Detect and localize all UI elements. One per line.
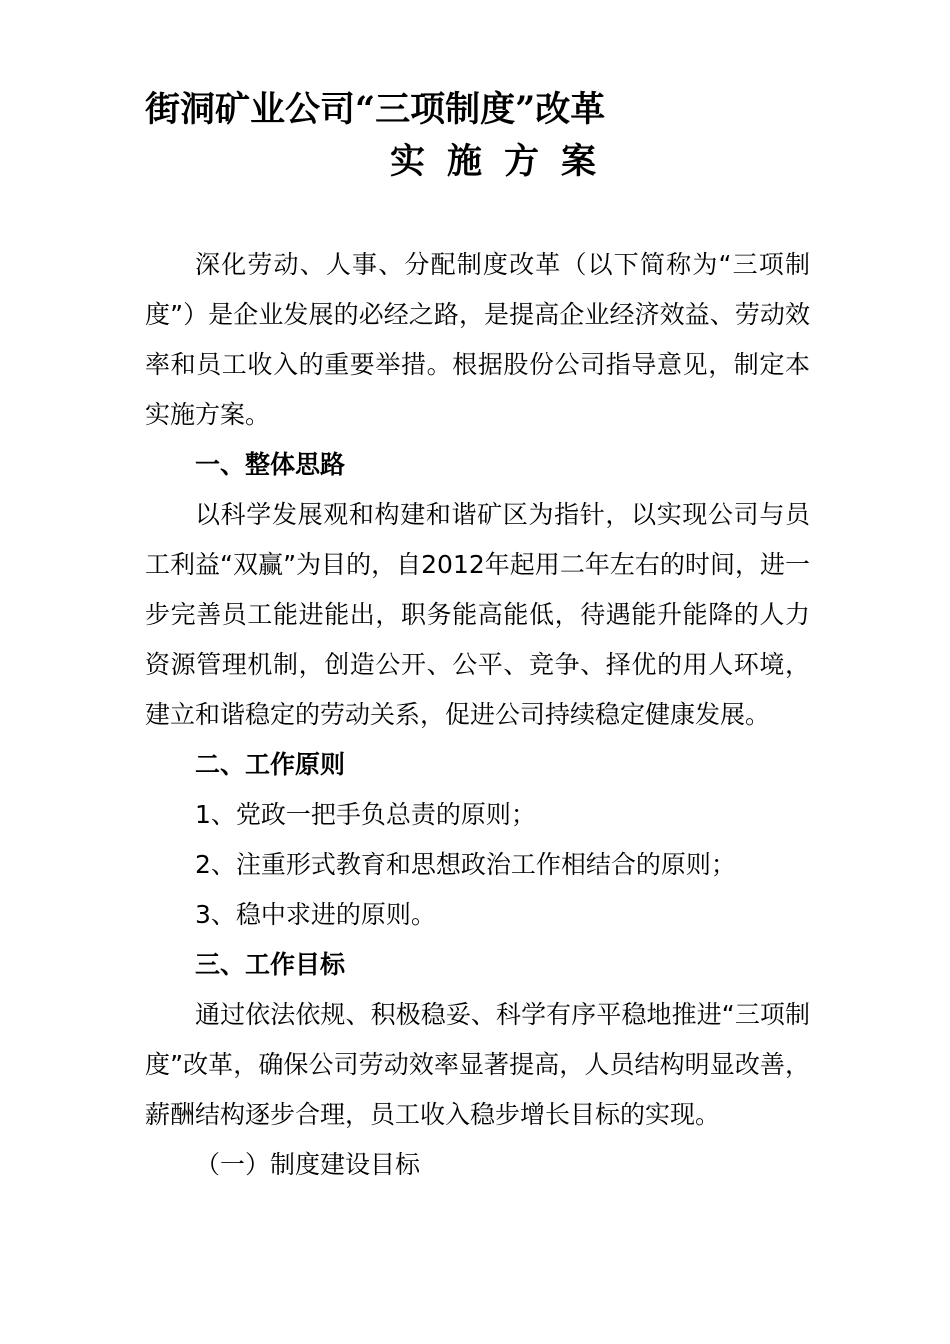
principle-item: 1、党政一把手负总责的原则； xyxy=(195,800,536,829)
document-subtitle: 实施方案 xyxy=(390,141,619,182)
document-body xyxy=(145,240,810,1190)
subsection-heading-system-building: （一）制度建设目标 xyxy=(195,1150,421,1179)
section-heading-overall-approach: 一、整体思路 xyxy=(195,450,346,479)
principle-item: 3、稳中求进的原则。 xyxy=(195,900,436,929)
section-heading-work-principles: 二、工作原则 xyxy=(195,750,346,779)
document-title: 街洞矿业公司“三项制度”改革 xyxy=(145,89,606,130)
work-goals-paragraph: 通过依法依规、积极稳妥、科学有序平稳地推进“三项制度”改革，确保公司劳动效率显著提高，人员结构明显改善，薪酬结构逐步合理，员工收入稳步增长目标的实现。 xyxy=(145,1000,810,1129)
intro-paragraph: 深化劳动、人事、分配制度改革（以下简称为“三项制度”）是企业发展的必经之路，是提高企业经济效益、劳动效率和员工收入的重要举措。根据股份公司指导意见，制定本实施方案。 xyxy=(145,250,810,429)
principle-item: 2、注重形式教育和思想政治工作相结合的原则； xyxy=(195,850,736,879)
overall-approach-paragraph: 以科学发展观和构建和谐矿区为指针，以实现公司与员工利益“双赢”为目的，自2012年起用二年左右的时间，进一步完善员工能进能出，职务能高能低，待遇能升能降的人力资源管理机制，创造公开、公平、竞争、择优的用人环境，建立和谐稳定的劳动关系，促进公司持续稳定健康发展。 xyxy=(145,500,810,729)
section-heading-work-goals: 三、工作目标 xyxy=(195,950,346,979)
